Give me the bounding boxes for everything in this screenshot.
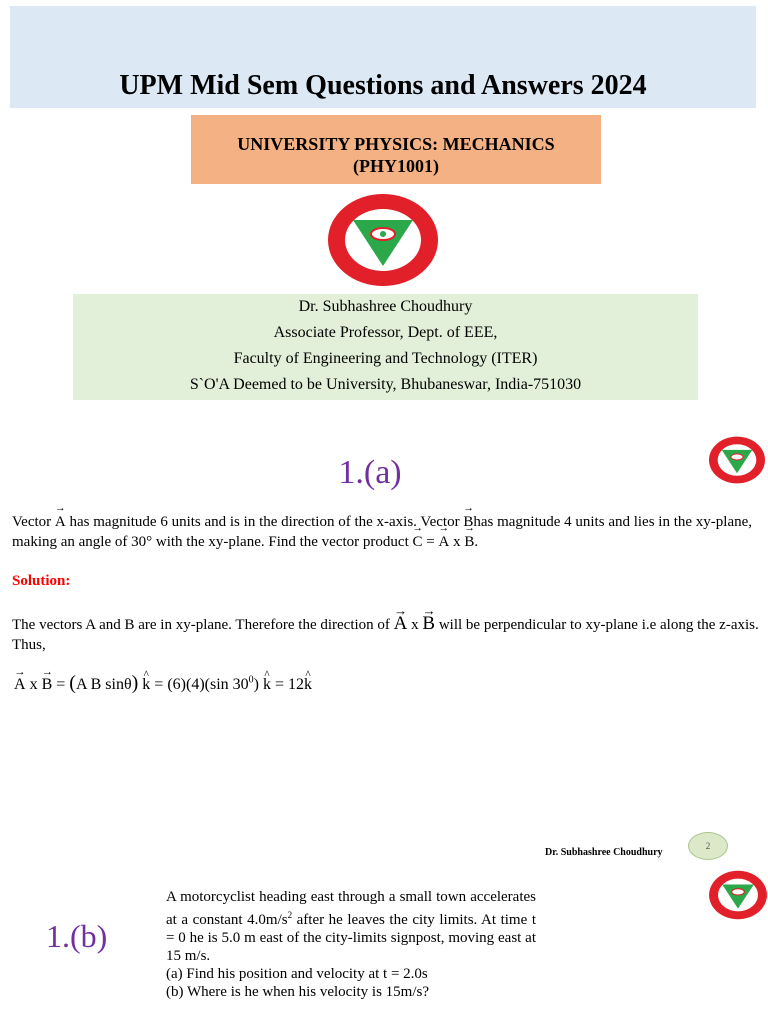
solution-label: Solution: <box>12 573 71 589</box>
unit-vector-k: ^ k <box>142 676 150 694</box>
course-code: (PHY1001) <box>353 156 439 176</box>
question-1a-heading: 1.(a) <box>338 454 402 491</box>
footer-author-name: Dr. Subhashree Choudhury <box>545 847 663 858</box>
author-faculty: Faculty of Engineering and Technology (ITER) <box>233 350 538 367</box>
question-1b-text: A motorcyclist heading east through a small town accelerates at a constant $4.0m/s^2$ after he leaves the city limits. At time t = 0 he is 5.0 m east of the city-limits signpost, moving east at 15 m/s. (a) Find his position and velocity at t = 2.0s (b) Where is he when his velocity is 15m/s? <box>166 889 536 1000</box>
vector-c: → C <box>412 532 422 552</box>
page-title: UPM Mid Sem Questions and Answers 2024 <box>119 70 647 101</box>
author-name: Dr. Subhashree Choudhury <box>298 298 473 315</box>
question-1a-text: Vector → A has magnitude 6 units and is in the direction of the x-axis. Vector → Bhas magnitude 4 units and lies in the xy-plane, making an angle of 30° with the xy-plane. Find the vector product → C = → A x → B. <box>12 512 762 552</box>
vector-b: → B <box>463 512 473 532</box>
solution-text: The vectors A and B are in xy-plane. Therefore the direction of → A x → B will be perpendicular to xy-plane i.e along the z-axis. Thus, <box>12 614 762 655</box>
author-university: S`O'A Deemed to be University, Bhubaneswar, India-751030 <box>189 376 582 393</box>
vector-a: → A <box>55 512 66 532</box>
course-box <box>191 115 601 184</box>
author-designation: Associate Professor, Dept. of EEE, <box>273 324 498 341</box>
author-box <box>73 294 698 400</box>
university-logo <box>326 192 440 288</box>
question-1b-part-a: (a) Find his position and velocity at t = 2.0s <box>166 966 428 982</box>
university-logo-small-2 <box>708 866 768 924</box>
page-number: 2 <box>688 832 728 860</box>
course-name: UNIVERSITY PHYSICS: MECHANICS <box>237 134 555 154</box>
cross-product-equation: → A x → B = (A B sinθ) ^ k = (6)(4)(sin $30^0$) ^ k = 12^ k <box>14 672 312 695</box>
question-1b-part-b: (b) Where is he when his velocity is 15m/s? <box>166 984 429 1000</box>
question-1b-heading: 1.(b) <box>46 918 108 954</box>
